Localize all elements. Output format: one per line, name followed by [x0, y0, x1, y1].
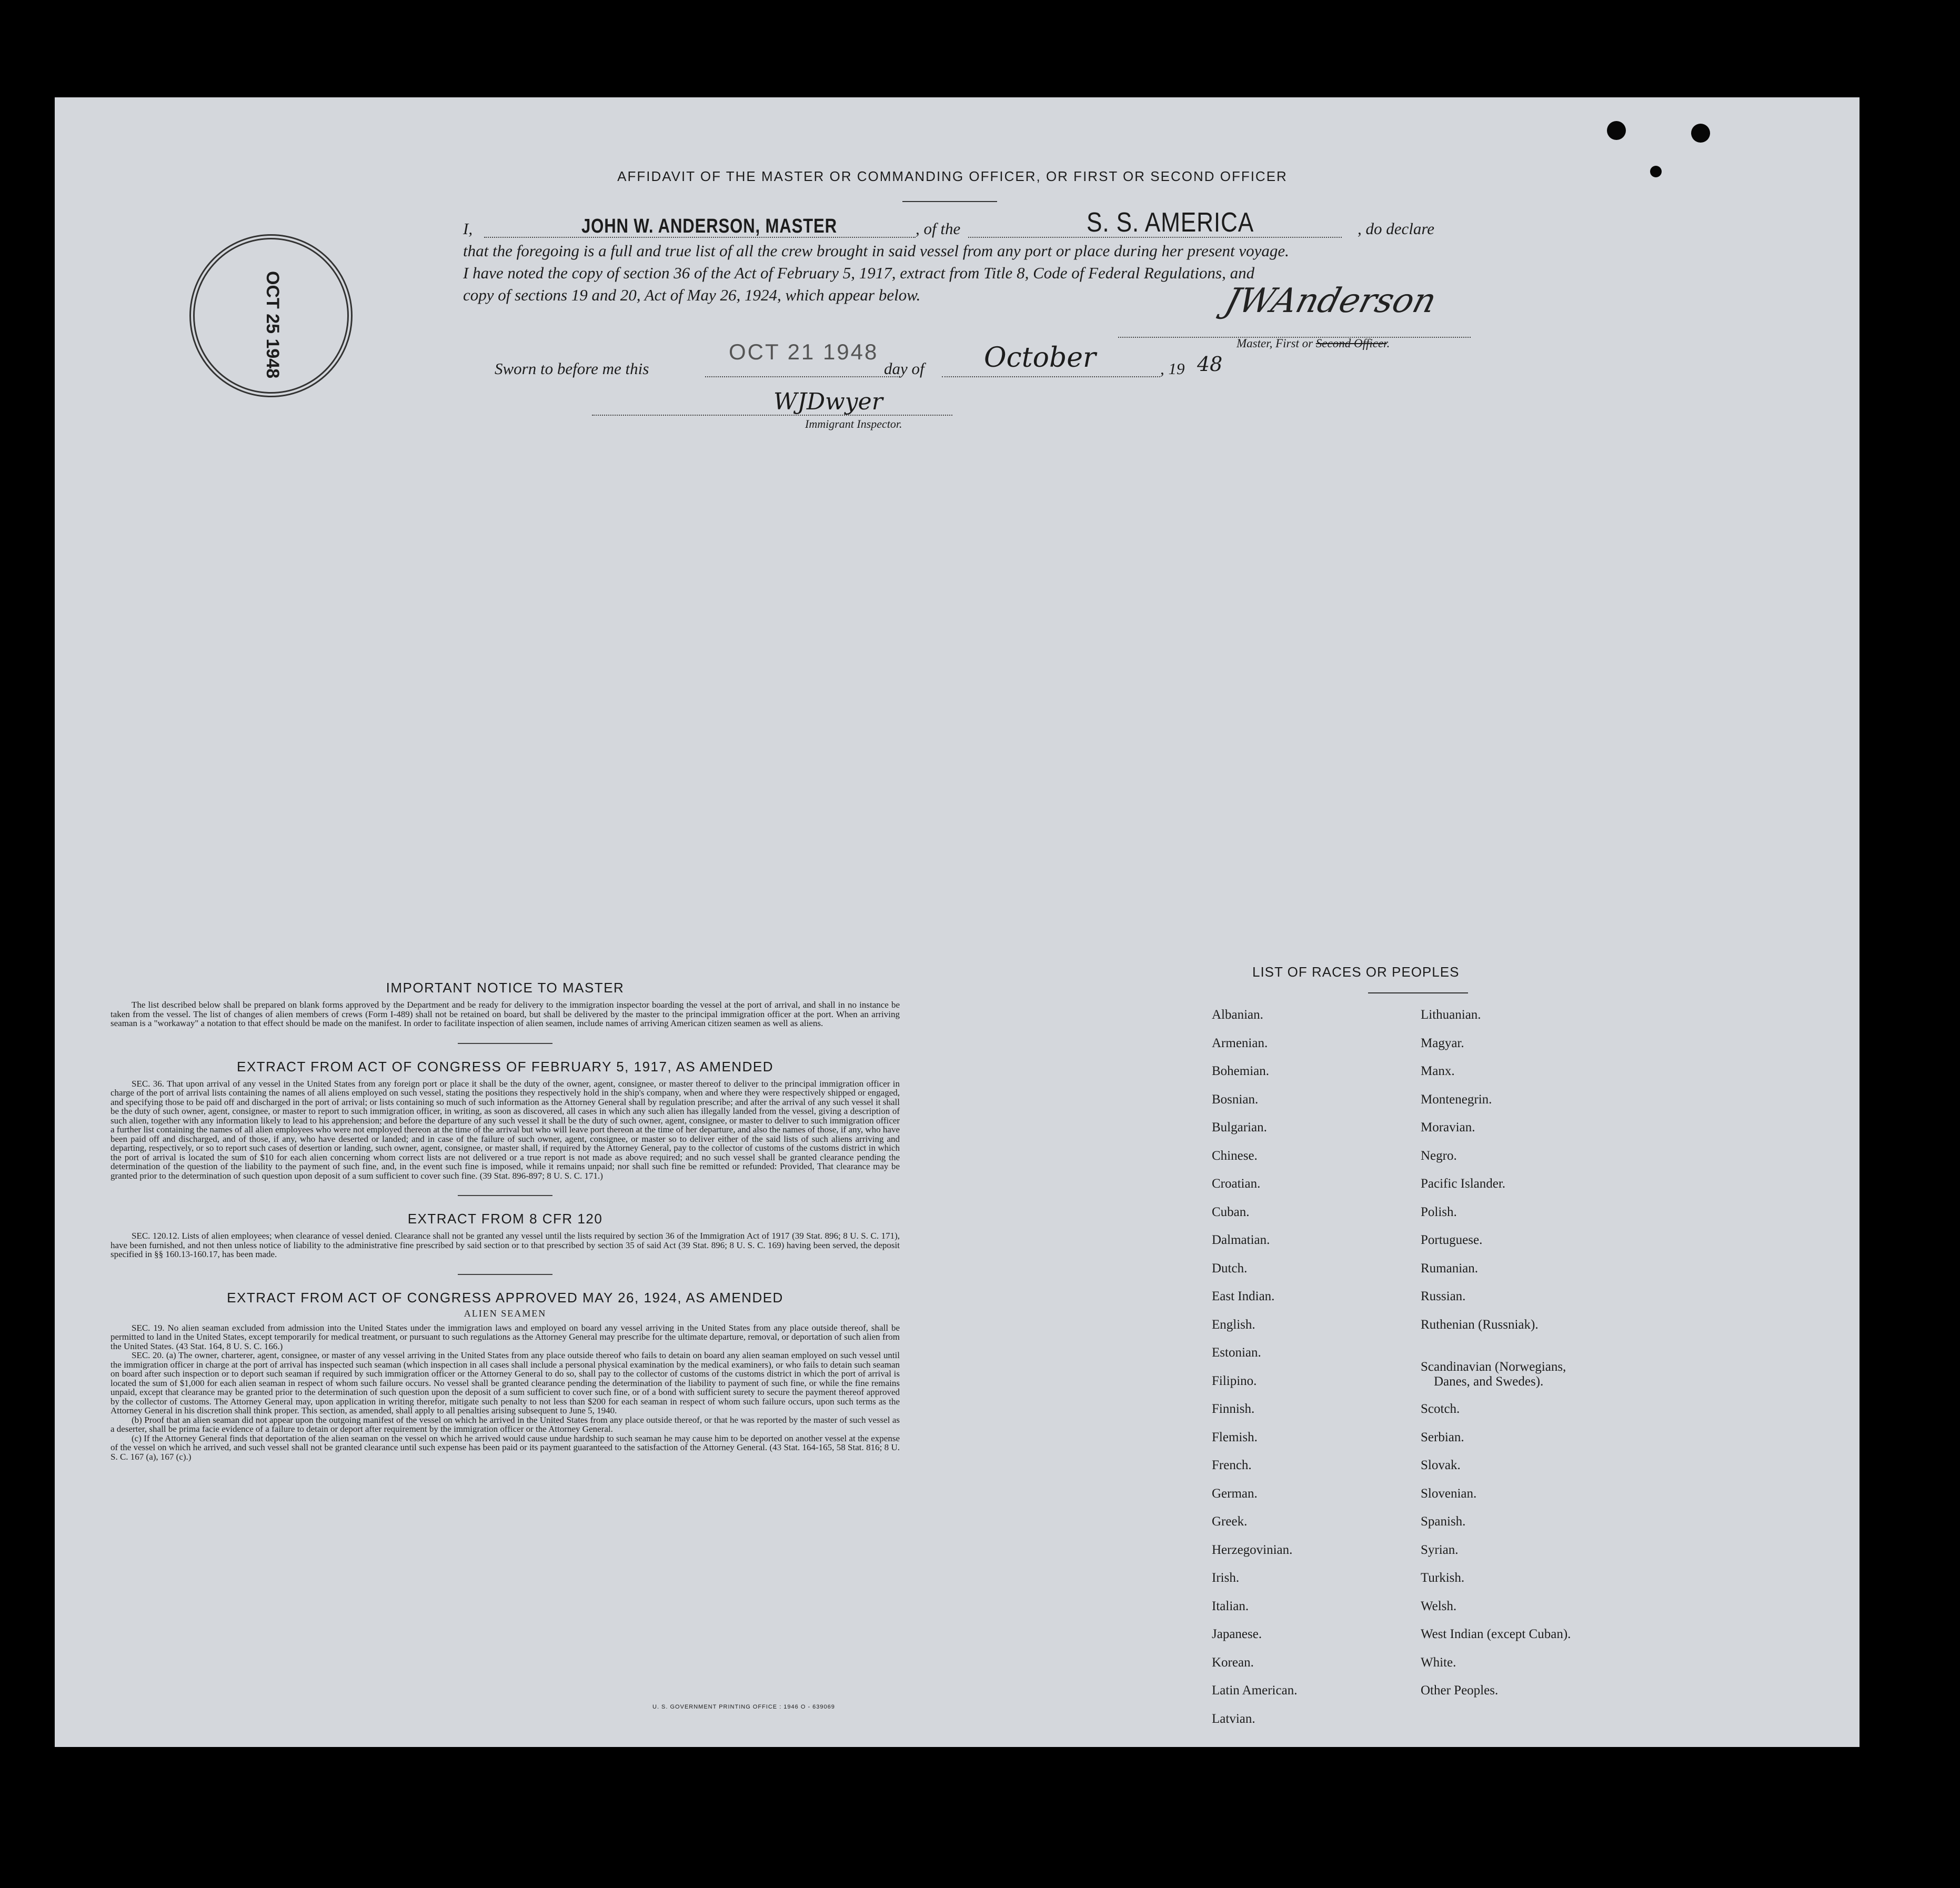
race-item: Flemish. [1212, 1430, 1258, 1444]
race-item: Lithuanian. [1421, 1008, 1481, 1022]
race-item: Filipino. [1212, 1373, 1257, 1388]
race-item: Turkish. [1421, 1571, 1465, 1585]
punch-hole [1607, 121, 1626, 140]
punch-hole [1650, 166, 1662, 177]
race-item: Korean. [1212, 1655, 1254, 1670]
race-item: Croatian. [1212, 1177, 1261, 1191]
declaration-line-2: that the foregoing is a full and true list of all the crew brought in said vessel from any port or place during her present voyage. [463, 242, 1289, 260]
race-item: Portuguese. [1421, 1233, 1483, 1247]
of-the-text: , of the [916, 219, 961, 238]
race-item: Japanese. [1212, 1627, 1262, 1641]
sworn-day-of: day of [884, 359, 924, 378]
race-item: French. [1212, 1458, 1252, 1472]
race-item: Syrian. [1421, 1542, 1459, 1557]
sworn-prefix: Sworn to before me this [495, 359, 649, 378]
race-item: Armenian. [1212, 1036, 1268, 1050]
race-item: Negro. [1421, 1148, 1457, 1163]
race-item: Cuban. [1212, 1204, 1250, 1219]
race-item: Italian. [1212, 1599, 1249, 1613]
sworn-year-prefix: , 19 [1160, 359, 1185, 378]
race-item: Finnish. [1212, 1402, 1255, 1416]
race-item: Bohemian. [1212, 1064, 1270, 1078]
extract-cfr-title: EXTRACT FROM 8 CFR 120 [407, 1211, 603, 1227]
extract-1917-title: EXTRACT FROM ACT OF CONGRESS OF FEBRUARY 5, 1917, AS AMENDED [237, 1058, 773, 1074]
race-item: Serbian. [1421, 1430, 1464, 1444]
race-item: Dutch. [1212, 1261, 1248, 1276]
extract-cfr-body: SEC. 120.12. Lists of alien employees; when clearance of vessel denied. Clearance shall not be granted any vessel until the lists required by section 36 of the Immigration Act of 1917 (39 Stat. 896; 8 U. S. C. 171), have been furnished, and not then unless notice of liability to the administrative fine prescribed by said section or to that prescribed by section 35 of said Act (39 Stat. 896; 8 U. S. C. 169) having been served, the deposit specified in §§ 160.13-160.17, has been made. [110, 1231, 900, 1259]
race-item: German. [1212, 1486, 1258, 1501]
section-divider [458, 1043, 552, 1044]
sworn-month-blank [942, 376, 1160, 377]
race-item: Montenegrin. [1421, 1092, 1492, 1107]
race-item: Magyar. [1421, 1036, 1464, 1050]
declaration-line-3: I have noted the copy of section 36 of the Act of February 5, 1917, extract from Title 8, Code of Federal Regulations, and [463, 264, 1255, 282]
declaration-line-1 [463, 207, 1452, 240]
race-item: Bulgarian. [1212, 1120, 1267, 1134]
race-item: Pacific Islander. [1421, 1177, 1506, 1191]
race-item: English. [1212, 1317, 1255, 1332]
race-item: White. [1421, 1655, 1456, 1670]
race-item: Scotch. [1421, 1402, 1460, 1416]
race-item: Scandinavian (Norwegians, Danes, and Swedes). [1421, 1359, 1566, 1389]
master-signature-label [1237, 337, 1390, 350]
extract-1924-sec19: SEC. 19. No alien seaman excluded from admission into the United States under the immigration laws and employed on board any vessel arriving in the United States from any place outside thereof, shall be permitted to land in the United States, except temporarily for medical treatment, or pursuant to such regulations as the Attorney General may prescribe for the ultimate departure, removal, or deportation of such alien from the United States. (43 Stat. 164, 8 U. S. C. 166.) [110, 1322, 900, 1351]
ship-name: S. S. AMERICA [1087, 207, 1254, 238]
race-item: Irish. [1212, 1571, 1240, 1585]
race-item: Polish. [1421, 1204, 1457, 1219]
punch-hole [1691, 124, 1710, 143]
extract-1924-sec20b: (b) Proof that an alien seaman did not appear upon the outgoing manifest of the vessel on which he arrived in the United States from any place outside thereof, or that he was reported by the master of such vessel as a deserter, shall be prima facie evidence of a failure to detain or deport after requirement by the immigration officer or the Attorney General. [110, 1414, 900, 1434]
race-item: Estonian. [1212, 1345, 1261, 1360]
race-item: Other Peoples. [1421, 1683, 1499, 1698]
race-item: Latin American. [1212, 1683, 1298, 1698]
race-item: Chinese. [1212, 1148, 1258, 1163]
do-declare-text: , do declare [1358, 219, 1435, 238]
race-item: Latvian. [1212, 1711, 1255, 1726]
sworn-year: 48 [1197, 353, 1223, 376]
race-item: Dalmatian. [1212, 1233, 1270, 1247]
printer-imprint: U. S. GOVERNMENT PRINTING OFFICE : 1946 O - 639069 [652, 1704, 835, 1710]
master-label-prefix: Master, First or [1237, 337, 1316, 350]
extract-1917-body: SEC. 36. That upon arrival of any vessel in the United States from any foreign port or place it shall be the duty of the owner, agent, consignee, or master thereof to deliver to the principal immigration officer in charge of the port of arrival lists containing the names of all aliens employed on such vessel, stating the positions they respectively hold in the ship's company, when and where they were respectively shipped or engaged, and specifying those to be paid off and discharged in the port of arrival; or lists containing so much of such information as the Attorney General shall by regulation prescribe; and after the arrival of any such vessel it shall be the duty of such owner, agent, consignee, or master to report to such immigration officer, in writing, as soon as discovered, all cases in which any such alien has illegally landed from the vessel, giving a description of such alien, together with any information likely to lead to his apprehension; and before the departure of any such vessel it shall be the duty of such owner, agent, consignee, or master to deliver to such immigration officer a further list containing the names of all alien employees who were not employed thereon at the time of the arrival but who will leave port thereon at the time of her departure, and also the names of those, if any, who have been paid off and discharged, and of those, if any, who have deserted or landed; and in case of the failure of such owner, agent, consignee, or master so to deliver either of the said lists of such aliens arriving and departing, respectively, or so to report such cases of desertion or landing, such owner, agent, consignee, or master shall, if required by the Attorney General, pay to the collector of customs of the customs district in which the port of arrival is located the sum of $10 for each alien concerning whom correct lists are not delivered or a true report is not made as above required; and no such vessel shall be granted clearance pending the determination of the question of the liability to the payment of such fine, and, in the event such fine is imposed, while it remains unpaid; nor shall such fine be remitted or refunded: Provided, That clearance may be granted prior to the determination of such question upon deposit of a sum sufficient to cover such fine. (39 Stat. 896-897; 8 U. S. C. 171.) [110, 1078, 900, 1181]
notice-body: The list described below shall be prepared on blank forms approved by the Department and be ready for delivery to the immigration inspector boarding the vessel at the port of arrival, and shall in no instance be taken from the vessel. The list of changes of alien members of crews (Form I-489) shall not be retained on board, but shall be delivered by the master to the principal immigration officer at the port. When an arriving seaman is a "workaway" a notation to that effect should be made on the manifest. In order to facilitate inspection of alien seamen, include names of arriving American citizen seamen as well as aliens. [110, 1000, 900, 1028]
race-item: Bosnian. [1212, 1092, 1259, 1107]
extract-1924-subtitle: ALIEN SEAMEN [464, 1308, 547, 1319]
section-divider [458, 1195, 552, 1196]
section-divider [458, 1274, 552, 1275]
race-item: Rumanian. [1421, 1261, 1479, 1276]
affidavit-title: AFFIDAVIT OF THE MASTER OR COMMANDING OFFICER, OR FIRST OR SECOND OFFICER [617, 168, 1288, 184]
master-label-struck: Second Officer [1315, 337, 1387, 350]
race-item: Slovenian. [1421, 1486, 1477, 1501]
races-divider [1368, 992, 1468, 993]
race-item: Moravian. [1421, 1120, 1475, 1134]
race-item: Slovak. [1421, 1458, 1461, 1472]
inspector-signature-line [592, 415, 952, 416]
race-item: Welsh. [1421, 1599, 1457, 1613]
sworn-date-blank [705, 376, 900, 377]
race-item: Herzegovinian. [1212, 1542, 1293, 1557]
title-divider [902, 201, 997, 202]
races-title: LIST OF RACES OR PEOPLES [1252, 964, 1460, 980]
race-item: Greek. [1212, 1514, 1248, 1529]
important-notice [110, 980, 900, 1461]
inspector-label: Immigrant Inspector. [805, 417, 902, 430]
inspector-signature: WJDwyer [773, 388, 883, 415]
date-stamp-seal [189, 234, 353, 397]
race-item: East Indian. [1212, 1289, 1275, 1303]
declaration-line-4: copy of sections 19 and 20, Act of May 26, 1924, which appear below. [463, 286, 921, 304]
sworn-month: October [984, 342, 1096, 374]
race-item: Russian. [1421, 1289, 1466, 1303]
extract-1924-title: EXTRACT FROM ACT OF CONGRESS APPROVED MAY 26, 1924, AS AMENDED [227, 1289, 783, 1305]
stamp-date: OCT 25 1948 [263, 271, 283, 379]
master-name: JOHN W. ANDERSON, MASTER [581, 215, 837, 237]
extract-1924-sec20c: (c) If the Attorney General finds that deportation of the alien seaman on the vessel on which he arrived would cause undue hardship to such seaman he may cause him to be deported on another vessel at the expense of the vessel on which he arrived, and such vessel shall not be granted clearance until such expense has been paid or its payment guaranteed to the satisfaction of the Attorney General. (43 Stat. 164-165, 58 Stat. 816; 8 U. S. C. 167 (a), 167 (c).) [110, 1433, 900, 1462]
race-item: Manx. [1421, 1064, 1455, 1078]
notice-title: IMPORTANT NOTICE TO MASTER [386, 980, 625, 996]
race-item: Spanish. [1421, 1514, 1466, 1529]
race-item: Albanian. [1212, 1008, 1263, 1022]
race-item: West Indian (except Cuban). [1421, 1627, 1571, 1641]
sworn-date-stamp: OCT 21 1948 [729, 339, 879, 364]
extract-1924-sec20a: SEC. 20. (a) The owner, charterer, agent, consignee, or master of any vessel arriving in the United States from any place outside thereof who fails to detain on board any alien seaman employed on such vessel until the immigration officer in charge at the port of arrival has inspected such seaman (which inspection in all cases shall include a personal physical examination by the medical examiners), or who fails to detain such seaman on board after such inspection or to deport such seaman if required by such immigration officer or the Attorney General to do so, shall pay to the collector of customs of the customs district in which the port of arrival is located the sum of $1,000 for each alien seaman in respect of whom such failure occurs. No vessel shall be granted clearance pending the determination of the liability to payment of such fine, or while the fine remains unpaid, except that clearance may be granted prior to the determination of such question upon the deposit of a sum sufficient to cover such fine, or of a bond with sufficient surety to secure the payment thereof approved by the collector of customs. The Attorney General may, upon application in writing therefor, mitigate such penalty to not less than $200 for each seaman in respect of whom such failure occurs, upon such terms as the Attorney General in his discretion shall think proper. This section, as amended, shall apply to all penalties arising subsequent to June 5, 1940. [110, 1350, 900, 1415]
declaration-lead: I, [463, 219, 473, 238]
master-label-suffix: . [1386, 337, 1390, 350]
race-item: Ruthenian (Russniak). [1421, 1317, 1539, 1332]
master-signature: JWAnderson [1221, 282, 1441, 320]
